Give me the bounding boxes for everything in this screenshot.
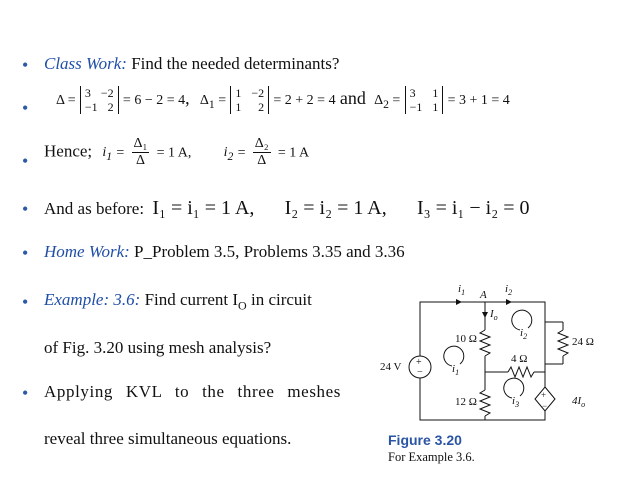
resistor-24: [558, 330, 568, 356]
as-before-label: And as before:: [44, 199, 145, 218]
fraction-numerator: Δ₂: [254, 136, 269, 151]
I2-equation: I₂ = i₂ = 1 A,: [284, 197, 387, 219]
eq-sign: =: [237, 145, 246, 161]
det-cell: −2: [100, 86, 114, 100]
label-mesh2: $i_2$: [520, 327, 528, 341]
label-i2-top: $i_2$: [505, 283, 513, 297]
det-cell: 2: [258, 100, 265, 114]
bullet-dot: •: [22, 199, 29, 219]
delta1-symbol: Δ: [199, 92, 209, 108]
label-mesh1: $i_1$: [452, 363, 460, 377]
delta2-symbol: Δ: [374, 92, 384, 108]
label-24ohm: 24 Ω: [572, 336, 594, 348]
delta1-result: = 2 + 2 = 4: [273, 92, 336, 108]
source-minus: −: [417, 367, 423, 378]
label-12ohm: 12 Ω: [455, 396, 477, 408]
det-cell: 1: [432, 86, 439, 100]
label-24V: 24 V: [380, 361, 402, 373]
fraction-numerator: Δ₁: [133, 136, 148, 151]
det-cell: 1: [432, 100, 439, 114]
resistor-12: [480, 390, 490, 416]
eq-sign: =: [116, 145, 125, 161]
det-cell: 1: [235, 86, 242, 100]
class-work-label: Class Work:: [44, 54, 127, 73]
delta1-sub: 1: [208, 97, 215, 111]
example-sub: O: [238, 298, 247, 313]
label-4ohm: 4 Ω: [511, 353, 528, 365]
eq-sign: =: [218, 92, 227, 108]
fraction-denominator: Δ: [135, 153, 145, 168]
bullet-dot: •: [22, 151, 29, 171]
figure-caption: For Example 3.6.: [388, 450, 475, 464]
i1-sub: 1: [106, 150, 113, 164]
resistor-10: [480, 330, 490, 356]
label-dependent: $4I_o$: [572, 395, 586, 409]
hence-label: Hence;: [44, 141, 93, 161]
fraction-denominator: Δ: [257, 153, 267, 168]
dep-minus: −: [542, 401, 548, 411]
arrow-i1-icon: [456, 299, 462, 305]
comma: ,: [185, 87, 190, 108]
kvl-text-2: reveal three simultaneous equations.: [44, 429, 292, 448]
det-cell: 3: [84, 86, 91, 100]
eq-sign: =: [392, 92, 401, 108]
det-cell: 3: [409, 86, 416, 100]
wire-bottom: [420, 313, 548, 420]
I1-equation: I₁ = i₁ = 1 A,: [152, 197, 255, 219]
det-cell: 1: [235, 100, 242, 114]
class-work-text: Find the needed determinants?: [131, 54, 340, 73]
source-plus: +: [416, 357, 422, 368]
det-cell: −1: [409, 100, 423, 114]
det-cell: 2: [107, 100, 114, 114]
label-Io: $I_o$: [490, 308, 498, 322]
bullet-dot: •: [22, 243, 29, 263]
delta2-sub: 2: [383, 97, 389, 111]
home-work-label: Home Work:: [44, 242, 130, 261]
label-10ohm: 10 Ω: [455, 333, 477, 345]
and-word: and: [339, 87, 366, 108]
label-i1-top: $i_1$: [458, 283, 466, 297]
example-text-2: in circuit: [246, 290, 312, 309]
arrow-i2-icon: [506, 299, 512, 305]
i1-symbol: i: [102, 145, 107, 161]
kvl-text: Applying KVL to the three meshes: [44, 382, 341, 401]
I3-equation: I₃ = i₁ − i₂ = 0: [416, 197, 530, 219]
bullet-dot: •: [22, 55, 29, 75]
delta2-result: = 3 + 1 = 4: [447, 92, 510, 108]
delta-result: = 6 − 2 = 4: [122, 92, 186, 108]
i2-symbol: i: [223, 145, 228, 161]
bullet-dot: •: [22, 98, 29, 118]
home-work-text: P_Problem 3.5, Problems 3.35 and 3.36: [134, 242, 405, 261]
det-cell: −2: [251, 86, 265, 100]
example-label: Example: 3.6:: [44, 290, 141, 309]
figure-title: Figure 3.20: [388, 432, 462, 448]
bullet-dot: •: [22, 292, 29, 312]
resistor-4: [508, 367, 534, 377]
delta-lhs: Δ =: [56, 92, 76, 108]
dep-plus: +: [541, 390, 547, 400]
bullet-dot: •: [22, 383, 29, 403]
example-text: Find current I: [144, 290, 239, 309]
i2-result: = 1 A: [277, 145, 310, 161]
det-cell: −1: [84, 100, 98, 114]
example-text-3: of Fig. 3.20 using mesh analysis?: [44, 338, 272, 357]
i1-result: = 1 A,: [156, 145, 192, 161]
label-mesh3: $i_3$: [512, 395, 520, 409]
label-A: A: [480, 289, 487, 301]
i2-sub: 2: [227, 150, 234, 164]
